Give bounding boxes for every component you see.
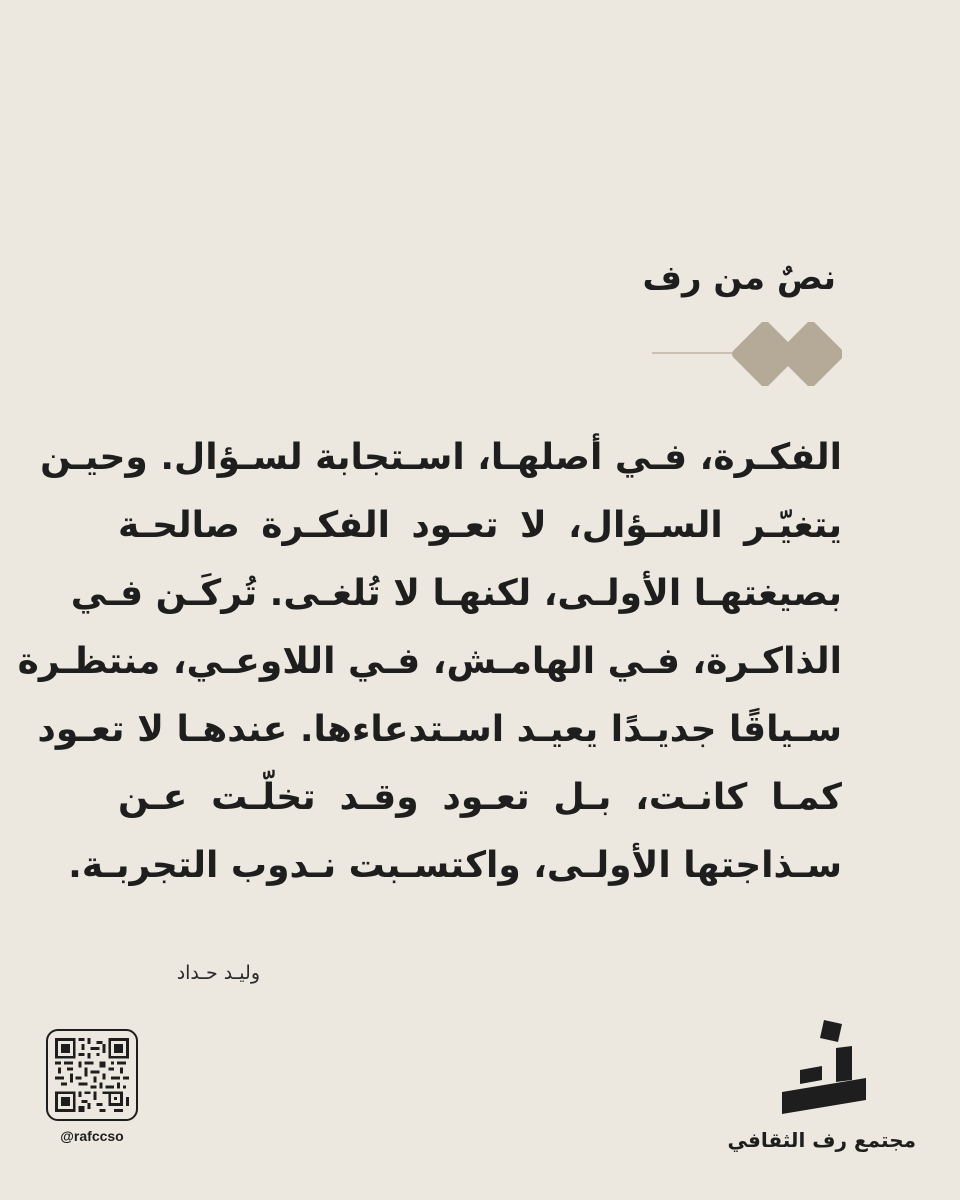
quote-line: يتغيّـر السـؤال، لا تعـود الفكـرة صالحـة — [118, 505, 842, 546]
quote-line: بصيغتهـا الأولـى، لكنهـا لا تُلغـى. تُركَـن فـي — [70, 573, 842, 614]
author-name: وليـد حـداد — [176, 962, 260, 984]
brand-name: مجتمع رف الثقافي — [727, 1128, 916, 1152]
quote-line: الذاكـرة، فـي الهامـش، فـي اللاوعـي، منتظـرة — [17, 641, 842, 682]
page-title: نصٌ من رف — [642, 258, 836, 298]
qr-code-frame[interactable] — [46, 1029, 138, 1121]
quote-line: سـذاجتها الأولـى، واكتسـبت نـدوب التجربـة. — [68, 845, 842, 886]
diamond-ornament-icon — [650, 322, 842, 386]
quote-line: كمـا كانـت، بـل تعـود وقـد تخلّـت عـن — [118, 777, 842, 818]
quote-line: سـياقًا جديـدًا يعيـد اسـتدعاءها. عندهـا لا تعـود — [37, 709, 842, 750]
social-handle[interactable]: @rafccso — [60, 1128, 124, 1144]
quote-text — [17, 424, 842, 900]
raf-logo-icon — [778, 1018, 870, 1114]
qr-code-icon — [55, 1038, 129, 1112]
quote-line: الفكـرة، فـي أصلهـا، اسـتجابة لسـؤال. وحيـن — [40, 437, 842, 478]
